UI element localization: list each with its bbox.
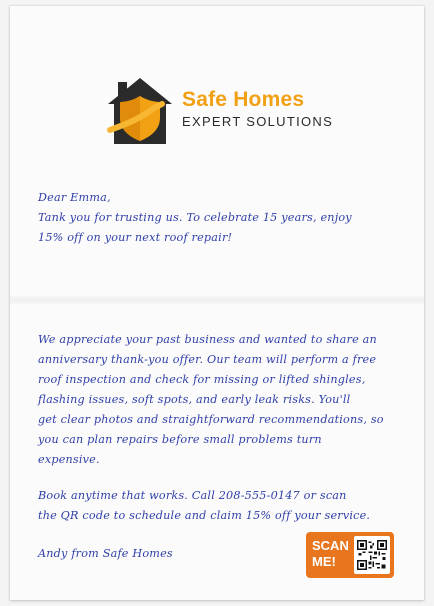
- body-line: get clear photos and straightforward recommendations, so: [38, 413, 384, 426]
- scan-me-qr-badge[interactable]: [306, 532, 394, 578]
- body-line: anniversary thank-you offer. Our team will perform a free: [38, 353, 377, 366]
- scan-label-line: ME!: [312, 554, 336, 569]
- brand-tagline: EXPERT SOLUTIONS: [182, 114, 334, 129]
- company-logo: [104, 74, 344, 150]
- body-line: you can plan repairs before small problems turn: [38, 433, 322, 446]
- greeting-block: [38, 188, 398, 248]
- body-line: Book anytime that works. Call 208-555-0147 or scan: [38, 489, 347, 502]
- body-line: flashing issues, soft spots, and early leak risks. You'll: [38, 393, 351, 406]
- house-shield-icon: [104, 74, 176, 146]
- qr-code[interactable]: [354, 536, 390, 574]
- signature: Andy from Safe Homes: [38, 547, 173, 560]
- scan-me-label: [312, 538, 350, 570]
- body-line: We appreciate your past business and wanted to share an: [38, 333, 377, 346]
- brand-name: Safe Homes: [182, 88, 305, 111]
- scan-label-line: SCAN: [312, 538, 349, 553]
- greeting-line: 15% off on your next roof repair!: [38, 231, 233, 244]
- body-paragraph-2: [38, 486, 408, 526]
- greeting-line: Tank you for trusting us. To celebrate 15 years, enjoy: [38, 211, 352, 224]
- body-line: expensive.: [38, 453, 100, 466]
- body-line: the QR code to schedule and claim 15% off your service.: [38, 509, 371, 522]
- qr-code-icon: [357, 540, 387, 570]
- body-paragraph-1: [38, 330, 398, 470]
- salutation: Dear Emma,: [38, 191, 111, 204]
- body-line: roof inspection and check for missing or lifted shingles,: [38, 373, 366, 386]
- card-fold-line: [10, 296, 424, 304]
